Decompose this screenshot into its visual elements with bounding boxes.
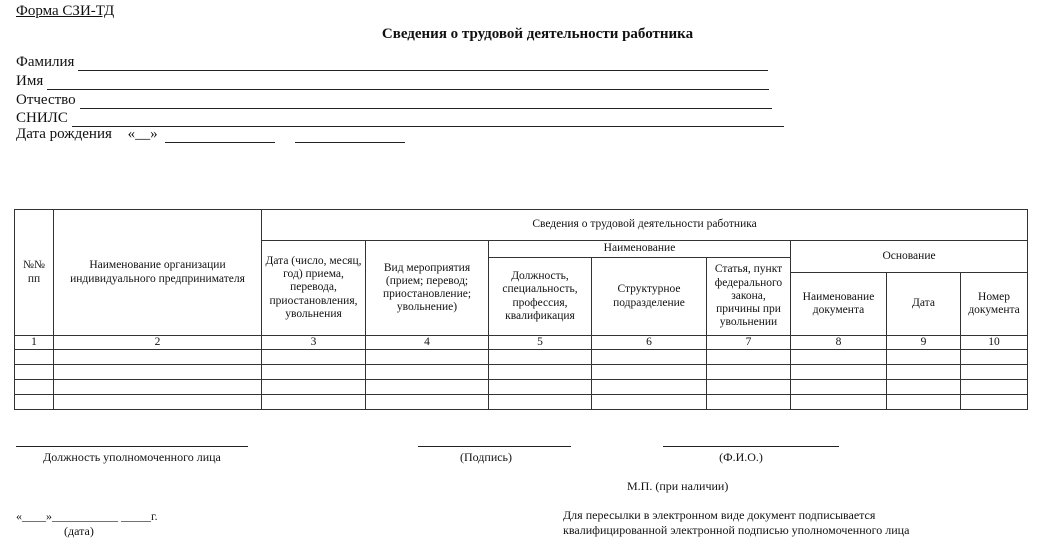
snils-field[interactable]	[16, 108, 784, 127]
electronic-note-line2: квалифицированной электронной подписью уполномоченного лица	[563, 523, 910, 537]
table-row[interactable]	[15, 380, 1028, 395]
name-field[interactable]	[16, 71, 769, 90]
column-number: 10	[961, 336, 1028, 350]
employment-table	[14, 209, 1028, 410]
birth-month-line[interactable]	[165, 130, 275, 143]
col-article-header: Статья, пункт федерального закона, причины при увольнении	[707, 258, 791, 336]
signature-line[interactable]	[418, 446, 571, 447]
fio-line[interactable]	[663, 446, 839, 447]
surname-label: Фамилия	[16, 54, 75, 70]
snils-label: СНИЛС	[16, 110, 68, 126]
col-number-header: №№ пп	[15, 210, 54, 336]
position-line[interactable]	[16, 446, 248, 447]
column-numbers-row	[15, 336, 1028, 350]
table-row[interactable]	[15, 395, 1028, 410]
birth-date-field[interactable]	[16, 126, 405, 143]
table-row[interactable]	[15, 365, 1028, 380]
column-number: 2	[54, 336, 262, 350]
patronymic-line[interactable]	[80, 94, 772, 109]
surname-line[interactable]	[78, 56, 768, 71]
column-number: 3	[262, 336, 366, 350]
group-basis-header: Основание	[791, 241, 1028, 273]
name-line[interactable]	[47, 75, 769, 90]
col-date-header: Дата (число, месяц, год) приема, перевода, приостановления, увольнения	[262, 241, 366, 336]
column-number: 4	[366, 336, 489, 350]
signature-caption: (Подпись)	[459, 450, 513, 464]
name-label: Имя	[16, 73, 44, 89]
group-name-header: Наименование	[489, 241, 791, 258]
column-number: 9	[887, 336, 961, 350]
column-number: 5	[489, 336, 592, 350]
column-number: 6	[592, 336, 707, 350]
col-event-header: Вид мероприятия (прием; перевод; приостановление; увольнение)	[366, 241, 489, 336]
birth-day-mark: «__»	[127, 126, 158, 142]
col-doc-number-header: Номер документа	[961, 273, 1028, 336]
patronymic-field[interactable]	[16, 90, 772, 109]
surname-field[interactable]	[16, 52, 768, 71]
date-line[interactable]: «____»___________ _____г.	[16, 509, 158, 523]
column-number: 8	[791, 336, 887, 350]
table-row[interactable]	[15, 350, 1028, 365]
column-number: 1	[15, 336, 54, 350]
form-name: Форма СЗИ-ТД	[16, 3, 115, 19]
patronymic-label: Отчество	[16, 92, 76, 108]
col-doc-name-header: Наименование документа	[791, 273, 887, 336]
group-main-header: Сведения о трудовой деятельности работника	[262, 210, 1028, 241]
electronic-note-line1: Для пересылки в электронном виде документ подписывается	[563, 508, 876, 522]
fio-caption: (Ф.И.О.)	[719, 450, 763, 464]
document-title: Сведения о трудовой деятельности работника	[381, 26, 694, 42]
col-organization-header: Наименование организации индивидуального предпринимателя	[54, 210, 262, 336]
stamp-label: М.П. (при наличии)	[627, 479, 729, 493]
birth-year-line[interactable]	[295, 130, 405, 143]
snils-line[interactable]	[72, 112, 784, 127]
col-unit-header: Структурное подразделение	[592, 258, 707, 336]
col-doc-date-header: Дата	[887, 273, 961, 336]
column-number: 7	[707, 336, 791, 350]
col-position-header: Должность, специальность, профессия, квалификация	[489, 258, 592, 336]
birth-date-label: Дата рождения	[16, 126, 112, 142]
date-caption: (дата)	[64, 524, 94, 538]
position-caption: Должность уполномоченного лица	[43, 450, 221, 464]
